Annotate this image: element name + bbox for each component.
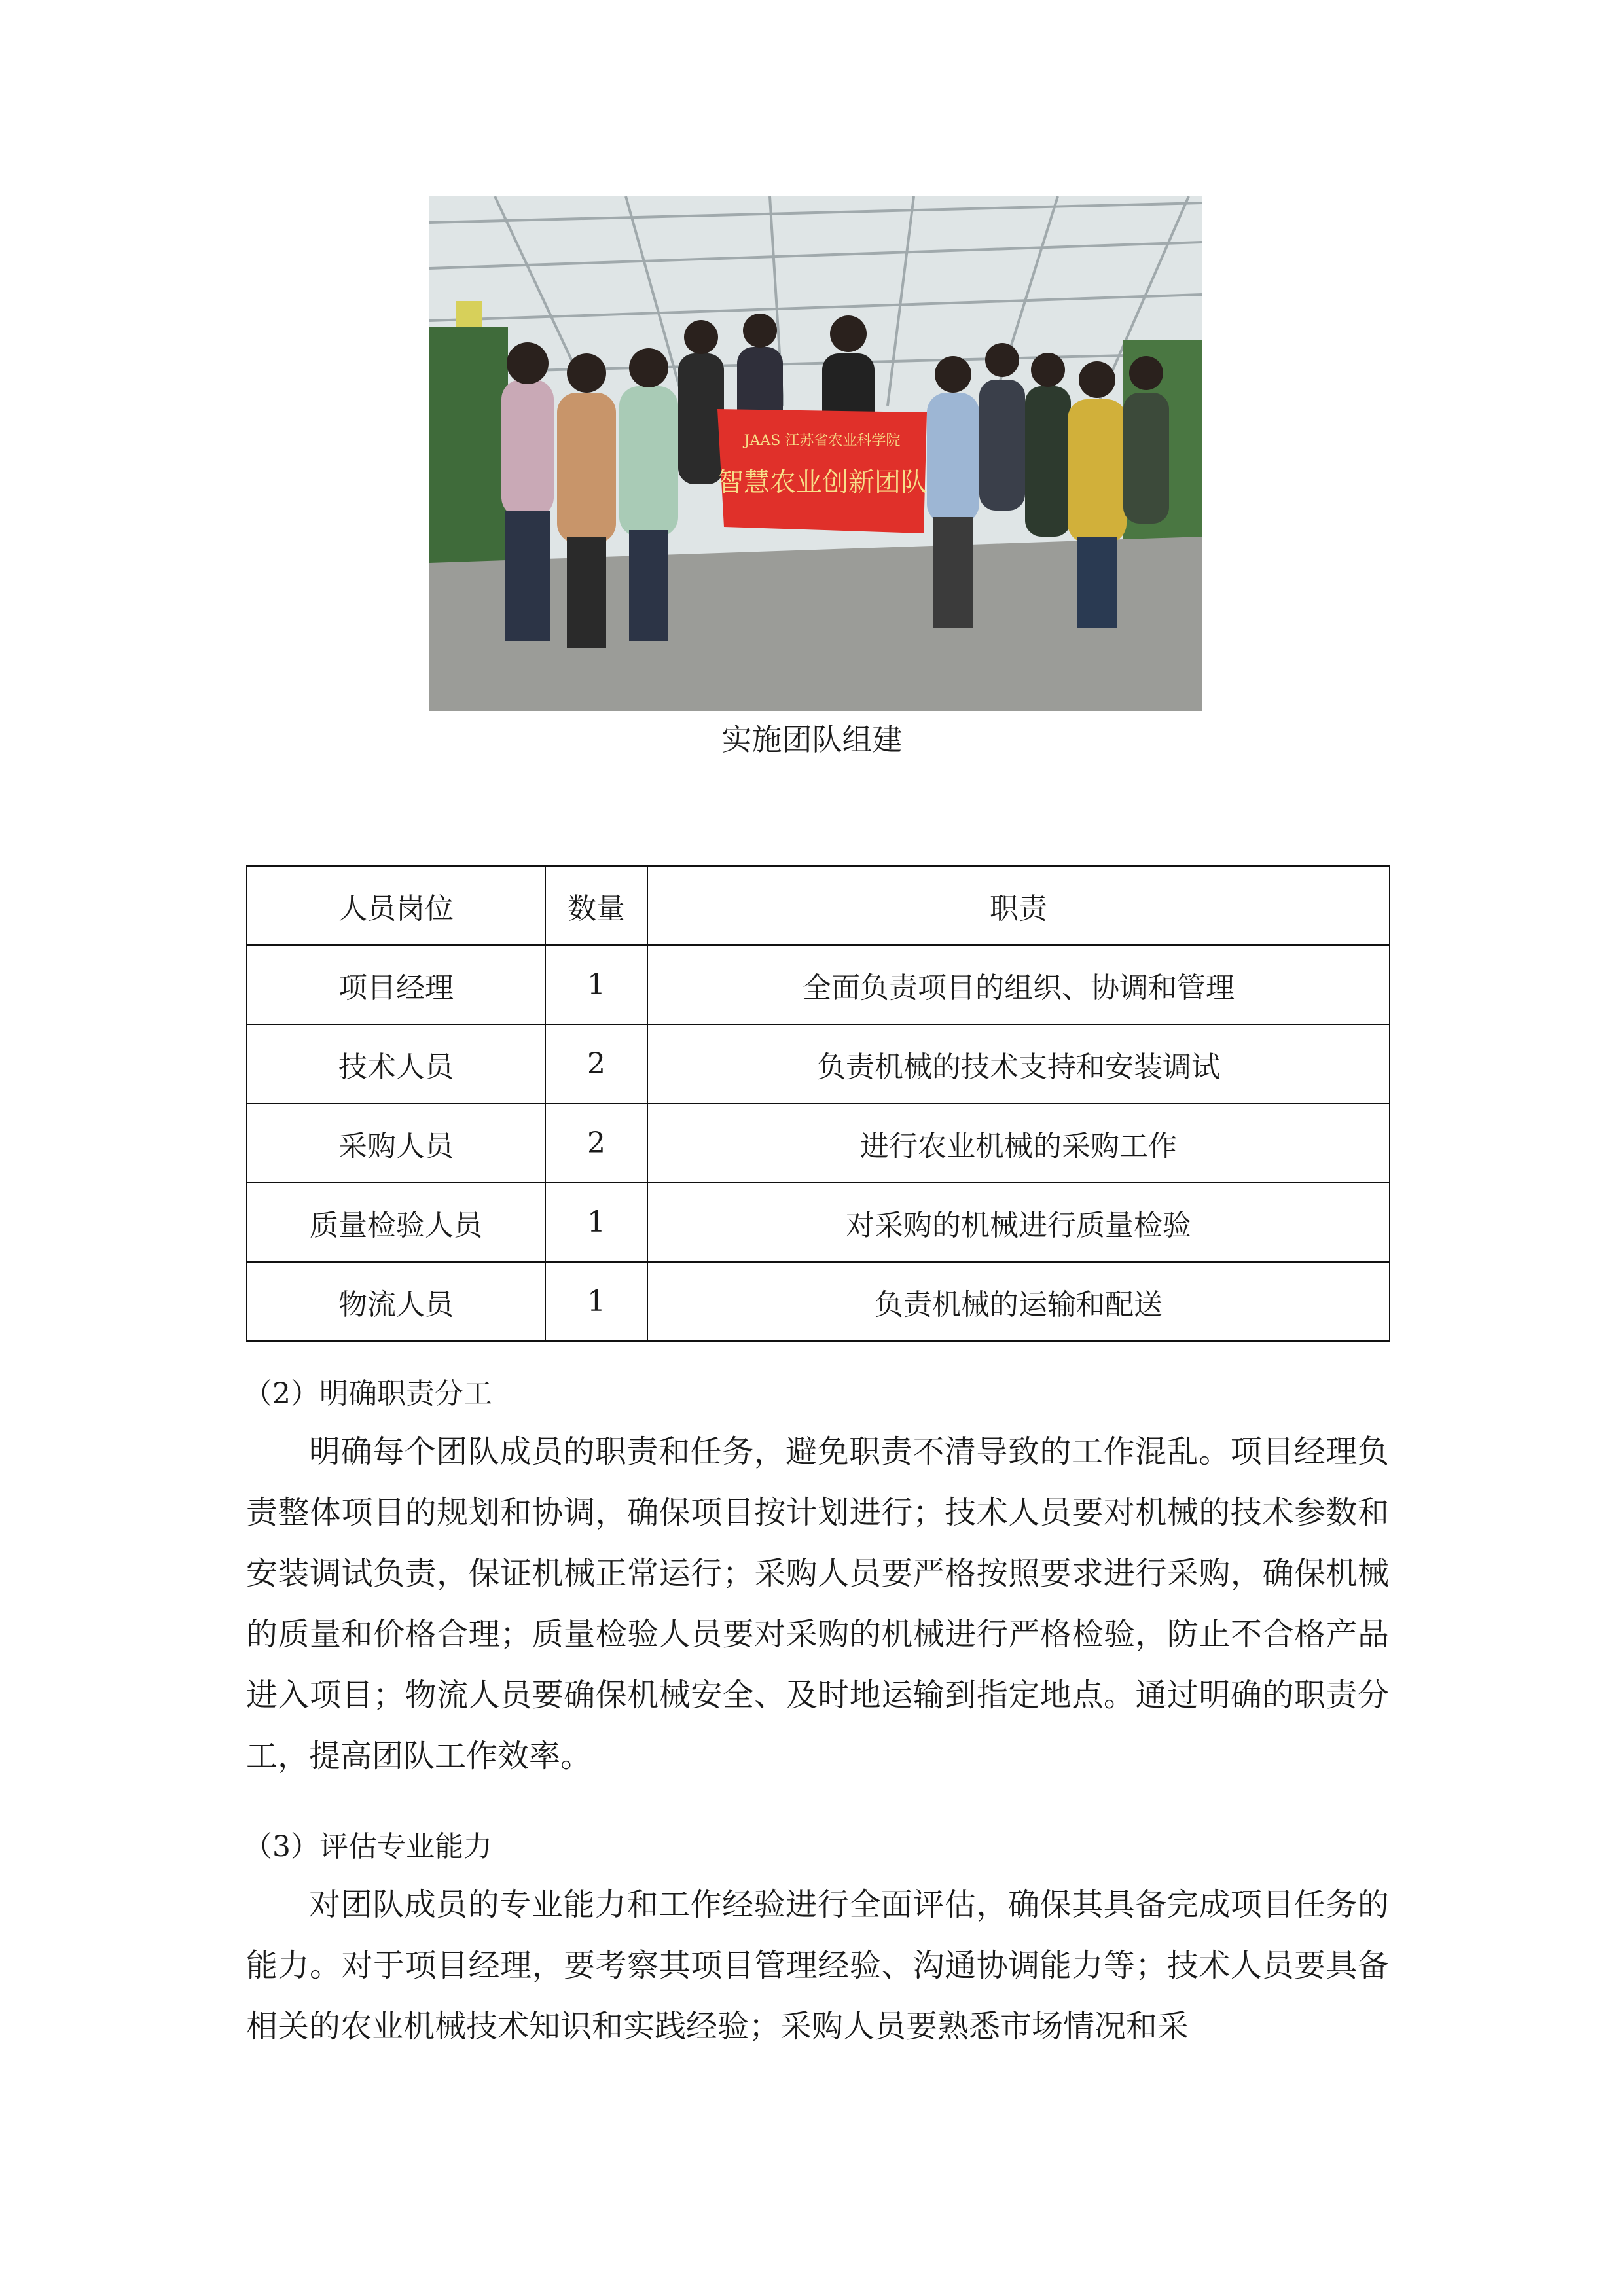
cell-count: 2: [545, 1103, 647, 1183]
cell-duty: 进行农业机械的采购工作: [647, 1103, 1390, 1183]
cell-duty: 全面负责项目的组织、协调和管理: [647, 945, 1390, 1024]
header-duty: 职责: [647, 866, 1390, 945]
cell-role: 质量检验人员: [247, 1183, 545, 1262]
table-row: [247, 1183, 1390, 1262]
cell-count: 1: [545, 1183, 647, 1262]
section-body-ability: 对团队成员的专业能力和工作经验进行全面评估，确保其具备完成项目任务的能力。对于项目经理，要考察其项目管理经验、沟通协调能力等；技术人员要具备相关的农业机械技术知识和实践经验；采购人员要熟悉市场情况和采: [246, 1886, 1389, 2045]
banner-title: 智慧农业创新团队: [717, 467, 927, 497]
cell-count: 1: [545, 945, 647, 1024]
section-heading-ability: （3）评估专业能力: [244, 1830, 492, 1863]
staff-table: [246, 865, 1390, 1342]
table-row: [247, 1024, 1390, 1103]
header-count: 数量: [545, 866, 647, 945]
cell-count: 1: [545, 1262, 647, 1341]
table-row: [247, 1103, 1390, 1183]
cell-duty: 对采购的机械进行质量检验: [647, 1183, 1390, 1262]
header-role: 人员岗位: [247, 866, 545, 945]
cell-role: 项目经理: [247, 945, 545, 1024]
figure-caption: 实施团队组建: [721, 722, 903, 757]
cell-duty: 负责机械的运输和配送: [647, 1262, 1390, 1341]
cell-role: 技术人员: [247, 1024, 545, 1103]
section-body-duties: 明确每个团队成员的职责和任务，避免职责不清导致的工作混乱。项目经理负责整体项目的规划和协调，确保项目按计划进行；技术人员要对机械的技术参数和安装调试负责，保证机械正常运行；采购人员要严格按照要求进行采购，确保机械的质量和价格合理；质量检验人员要对采购的机械进行严格检验，防止不合格产品进入项目；物流人员要确保机械安全、及时地运输到指定地点。通过明确的职责分工，提高团队工作效率。: [246, 1433, 1389, 1774]
table-header-row: [247, 866, 1390, 945]
cell-count: 2: [545, 1024, 647, 1103]
cell-role: 物流人员: [247, 1262, 545, 1341]
team-photo: [429, 196, 1202, 711]
cell-role: 采购人员: [247, 1103, 545, 1183]
greenhouse-team-photo: [429, 196, 1202, 711]
table-row: [247, 1262, 1390, 1341]
svg-text:JAAS 江苏省农业科学院: JAAS 江苏省农业科学院: [744, 433, 901, 449]
table-row: [247, 945, 1390, 1024]
cell-duty: 负责机械的技术支持和安装调试: [647, 1024, 1390, 1103]
section-heading-duties: （2）明确职责分工: [244, 1377, 492, 1410]
